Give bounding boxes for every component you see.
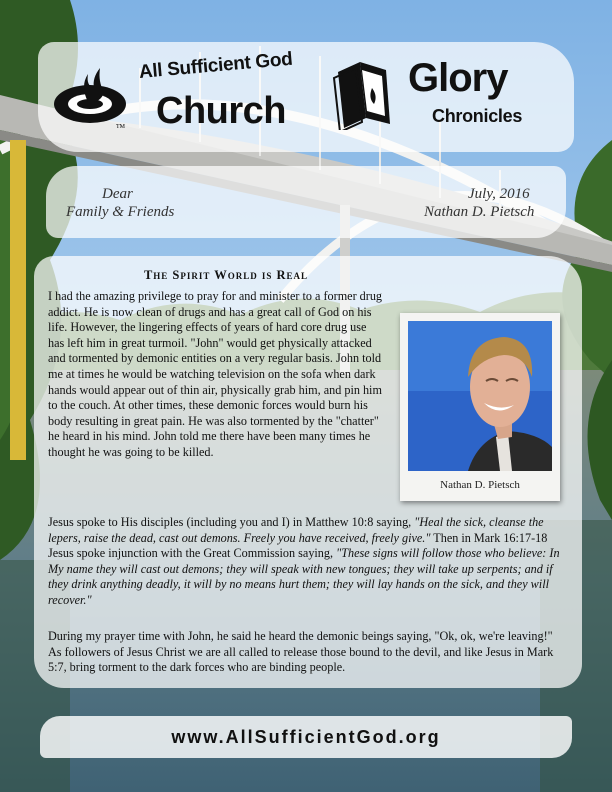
salutation-line2: Family & Friends — [66, 204, 175, 220]
church-name-line1: All Sufficient God — [138, 48, 294, 84]
salutation-line1: Dear — [102, 186, 133, 202]
article-paragraph-3: During my prayer time with John, he said he heard the demonic beings saying, "Ok, ok, we're leaving!" As followers of Jesus Christ we are all called to release those bound to the devil, and like Jesus in Mark 5:7, bring torment to the dark forces who are binding people. — [48, 629, 554, 675]
paragraph-2-middle: Then in Mark 16:17-18 Jesus spoke injunction with the Great Commission saying, — [48, 530, 548, 561]
photo-caption: Nathan D. Pietsch — [440, 479, 520, 491]
article-title: The Spirit World is Real — [143, 268, 309, 282]
author-photo — [408, 321, 552, 471]
church-logo[interactable] — [52, 48, 312, 136]
author-photo-frame — [400, 313, 560, 501]
church-name-line2: Church — [156, 90, 286, 132]
article-paragraph-1: I had the amazing privilege to pray for and minister to a former drug addict. He is now clean of drugs and has a great call of God on his life. However, the lingering effects of years of hard core drug use has left him in great turmoil. "John" would get physically attacked and tormented by demonic entities on a very regular basis. John told me at times he would be watching television on the sofa when dark hands would appear out of thin air, physically grab him, and pin him to the couch. At other times, these demonic forces would burn his body resulting in great pain. He was also tormented by the "chatter" he heard in his mind. John told me there have been many times he thought he was going to be killed. — [48, 289, 383, 459]
newsletter-name-line1: Glory — [408, 56, 508, 100]
flame-icon — [52, 58, 128, 130]
trademark-mark: TM — [116, 124, 125, 130]
newsletter-logo[interactable] — [332, 56, 552, 136]
paragraph-2-intro: Jesus spoke to His disciples (including you and I) in Matthew 10:8 saying, — [48, 515, 415, 529]
website-url-link[interactable]: www.AllSufficientGod.org — [171, 727, 441, 747]
article-paragraph-2 — [48, 515, 563, 609]
newsletter-name-line2: Chronicles — [432, 106, 523, 126]
date-line: July, 2016 — [468, 186, 530, 202]
author-line: Nathan D. Pietsch — [424, 204, 535, 220]
scripture-quote-matthew: "Heal the sick, cleanse the lepers, raise the dead, cast out demons. Freely you have received, freely give." — [48, 515, 544, 545]
book-icon — [332, 58, 394, 130]
scripture-quote-mark: "These signs will follow those who believe: In My name they will cast out demons; they will speak with new tongues; they will take up serpents; and if they drink anything deadly, it will by no means hurt them; they will lay hands on the sick, and they will recover." — [48, 546, 560, 607]
